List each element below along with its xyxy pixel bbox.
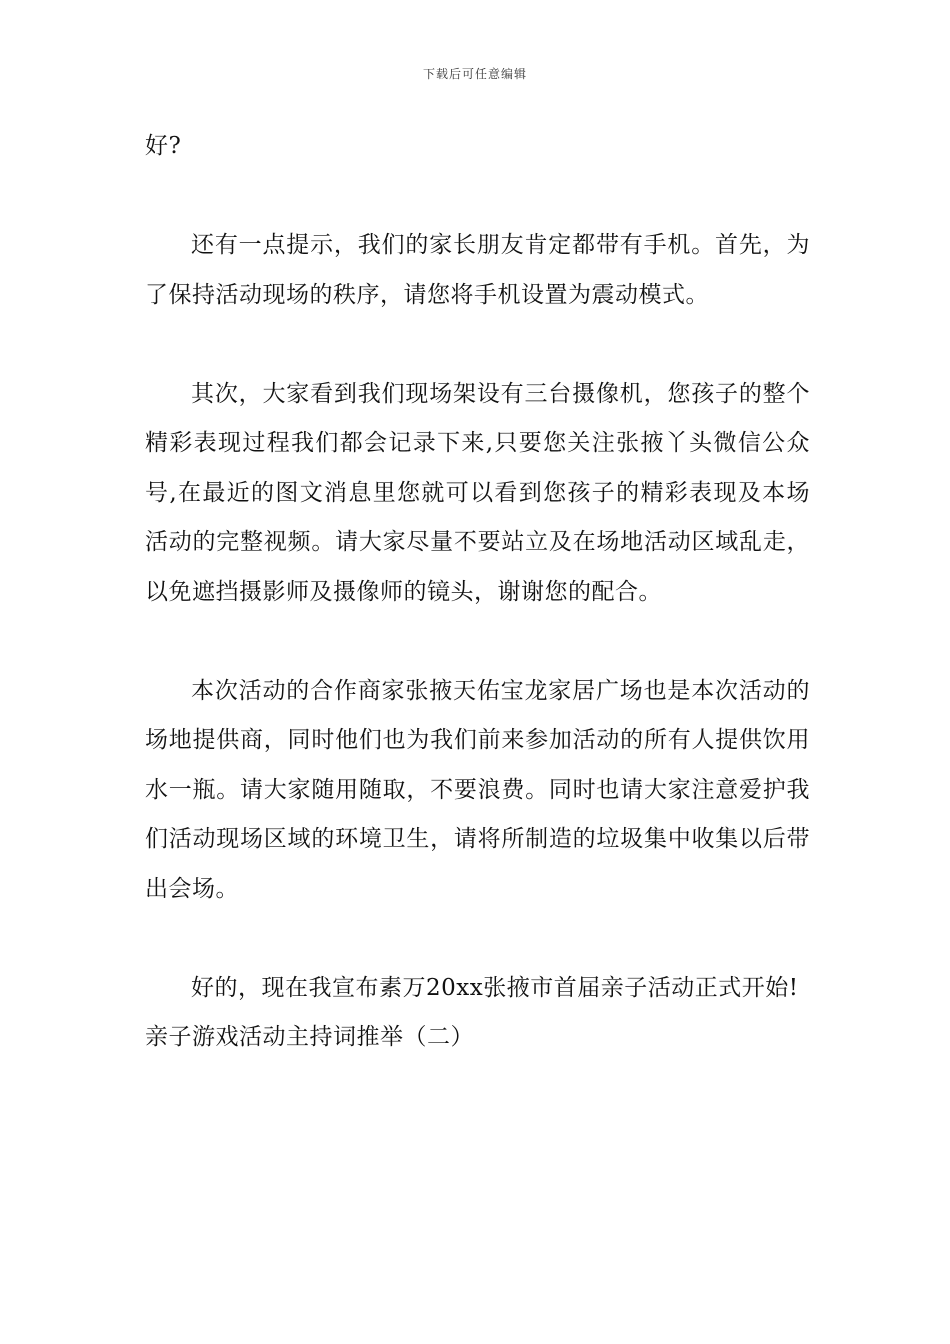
- paragraph-phone-reminder: 还有一点提示，我们的家长朋友肯定都带有手机。首先，为了保持活动现场的秩序，请您将手机设置为震动模式。: [145, 232, 810, 308]
- paragraph-continuation: 好?: [145, 133, 182, 159]
- paragraph-camera-notice: 其次，大家看到我们现场架设有三台摄像机，您孩子的整个精彩表现过程我们都会记录下来,只要您关注张掖丫头微信公众号,在最近的图文消息里您就可以看到您孩子的精彩表现及本场活动的完整视频。请大家尽量不要站立及在场地活动区域乱走，以免遮挡摄影师及摄像师的镜头，谢谢您的配合。: [145, 380, 810, 605]
- page-header: 下载后可任意编辑: [422, 67, 527, 81]
- paragraph-sponsor-notice: 本次活动的合作商家张掖天佑宝龙家居广场也是本次活动的场地提供商，同时他们也为我们前来参加活动的所有人提供饮用水一瓶。请大家随用随取，不要浪费。同时也请大家注意爱护我们活动现场区域的环境卫生，请将所制造的垃圾集中收集以后带出会场。: [145, 677, 810, 902]
- document-body: [145, 122, 810, 1063]
- section-title: 亲子游戏活动主持词推举（二）: [145, 1024, 474, 1050]
- paragraph-opening-announcement: 好的，现在我宣布素万20xx张掖市首届亲子活动正式开始!: [191, 974, 799, 1001]
